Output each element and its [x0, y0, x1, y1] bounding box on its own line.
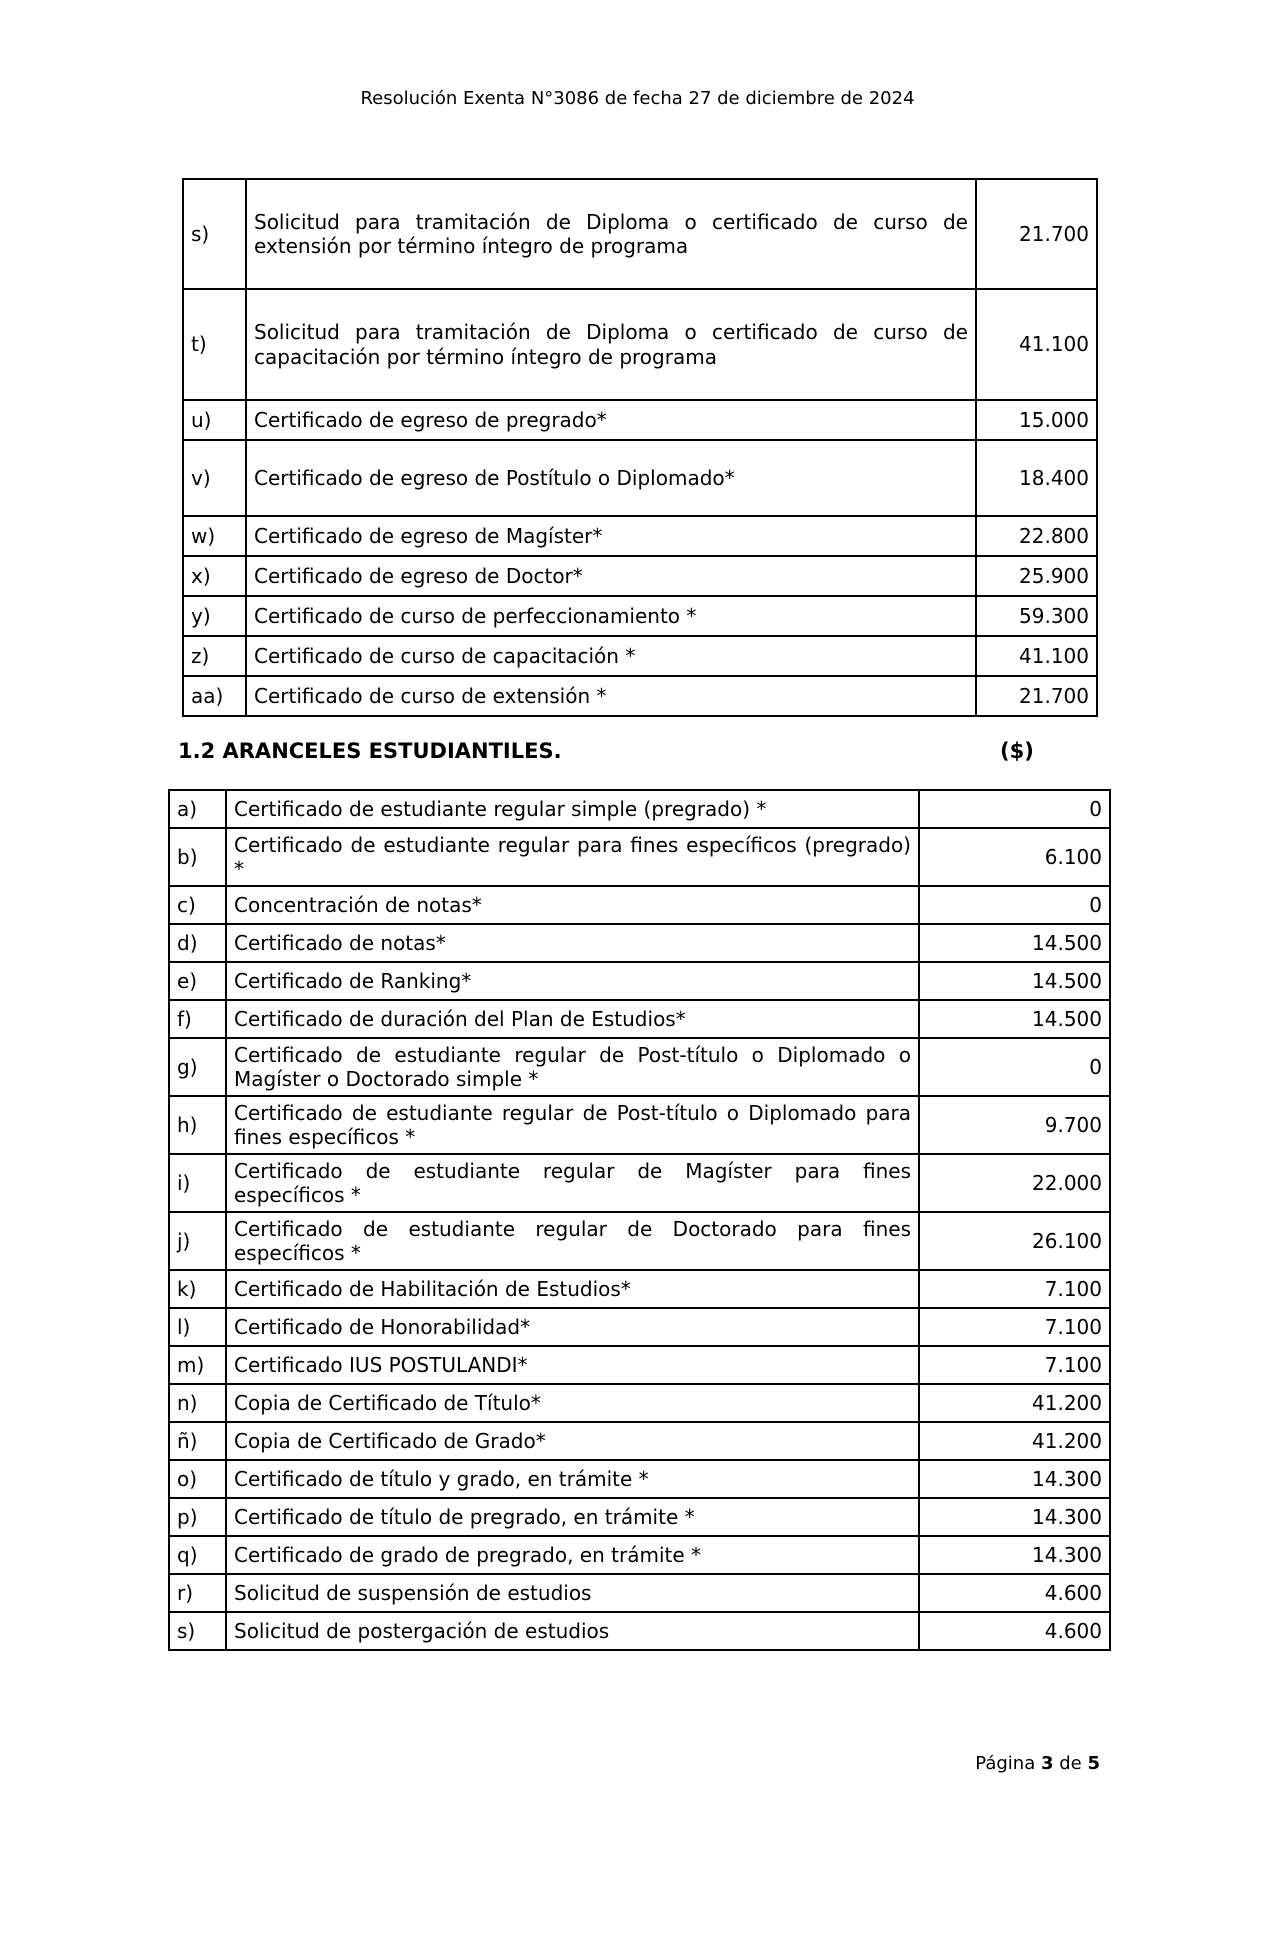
table-row	[169, 1460, 1110, 1498]
row-letter: e)	[169, 962, 226, 1000]
section-title: 1.2 ARANCELES ESTUDIANTILES.	[178, 739, 562, 763]
row-description: Certificado de título y grado, en trámite *	[226, 1460, 919, 1498]
row-amount: 7.100	[919, 1308, 1110, 1346]
table-row	[169, 962, 1110, 1000]
row-description: Certificado de Honorabilidad*	[226, 1308, 919, 1346]
row-description: Copia de Certificado de Título*	[226, 1384, 919, 1422]
row-amount: 14.500	[919, 1000, 1110, 1038]
table-row	[169, 1000, 1110, 1038]
table-row	[169, 1612, 1110, 1650]
page-footer	[975, 1753, 1100, 1774]
row-letter: p)	[169, 1498, 226, 1536]
row-description: Certificado de grado de pregrado, en trámite *	[226, 1536, 919, 1574]
table-row	[183, 596, 1097, 636]
row-description: Certificado de título de pregrado, en trámite *	[226, 1498, 919, 1536]
row-amount: 9.700	[919, 1096, 1110, 1154]
table-row	[169, 1212, 1110, 1270]
row-description: Certificado de estudiante regular de Post-título o Diplomado para fines específicos *	[226, 1096, 919, 1154]
row-amount: 4.600	[919, 1574, 1110, 1612]
row-letter: d)	[169, 924, 226, 962]
table-row	[169, 1536, 1110, 1574]
table-row	[169, 828, 1110, 886]
row-letter: c)	[169, 886, 226, 924]
row-description: Certificado de Ranking*	[226, 962, 919, 1000]
row-description: Certificado de egreso de pregrado*	[246, 400, 976, 440]
row-letter: i)	[169, 1154, 226, 1212]
table-row	[169, 1038, 1110, 1096]
row-amount: 25.900	[976, 556, 1097, 596]
row-letter: l)	[169, 1308, 226, 1346]
row-description: Certificado de egreso de Postítulo o Diplomado*	[246, 440, 976, 516]
row-amount: 41.200	[919, 1422, 1110, 1460]
row-amount: 0	[919, 886, 1110, 924]
row-letter: o)	[169, 1460, 226, 1498]
row-amount: 14.300	[919, 1536, 1110, 1574]
row-description: Certificado de egreso de Doctor*	[246, 556, 976, 596]
row-description: Solicitud de postergación de estudios	[226, 1612, 919, 1650]
row-letter: w)	[183, 516, 246, 556]
row-amount: 41.100	[976, 636, 1097, 676]
row-letter: y)	[183, 596, 246, 636]
table-row	[169, 1096, 1110, 1154]
row-letter: s)	[169, 1612, 226, 1650]
row-amount: 22.800	[976, 516, 1097, 556]
row-amount: 41.200	[919, 1384, 1110, 1422]
row-letter: g)	[169, 1038, 226, 1096]
row-amount: 6.100	[919, 828, 1110, 886]
row-amount: 15.000	[976, 400, 1097, 440]
table-row	[183, 556, 1097, 596]
row-description: Certificado de estudiante regular de Magíster para fines específicos *	[226, 1154, 919, 1212]
table-row	[169, 1384, 1110, 1422]
row-description: Certificado de curso de perfeccionamiento *	[246, 596, 976, 636]
table-row	[183, 636, 1097, 676]
row-description: Certificado de duración del Plan de Estudios*	[226, 1000, 919, 1038]
page-label: Página	[975, 1753, 1036, 1774]
row-letter: v)	[183, 440, 246, 516]
row-description: Certificado de curso de capacitación *	[246, 636, 976, 676]
row-letter: f)	[169, 1000, 226, 1038]
row-description: Certificado de estudiante regular de Post-título o Diplomado o Magíster o Doctorado simple *	[226, 1038, 919, 1096]
row-amount: 7.100	[919, 1346, 1110, 1384]
table-row	[169, 1498, 1110, 1536]
row-description: Certificado IUS POSTULANDI*	[226, 1346, 919, 1384]
table-row	[169, 1574, 1110, 1612]
row-letter: ñ)	[169, 1422, 226, 1460]
fees-table-1	[182, 178, 1098, 717]
row-description: Certificado de estudiante regular para fines específicos (pregrado) *	[226, 828, 919, 886]
row-amount: 21.700	[976, 676, 1097, 716]
row-letter: u)	[183, 400, 246, 440]
row-description: Certificado de Habilitación de Estudios*	[226, 1270, 919, 1308]
row-description: Certificado de estudiante regular de Doctorado para fines específicos *	[226, 1212, 919, 1270]
row-amount: 7.100	[919, 1270, 1110, 1308]
row-description: Certificado de egreso de Magíster*	[246, 516, 976, 556]
table-row	[183, 289, 1097, 400]
row-letter: n)	[169, 1384, 226, 1422]
row-amount: 18.400	[976, 440, 1097, 516]
document-header: Resolución Exenta N°3086 de fecha 27 de diciembre de 2024	[360, 88, 915, 109]
row-amount: 21.700	[976, 179, 1097, 289]
row-description: Solicitud para tramitación de Diploma o certificado de curso de capacitación por término íntegro de programa	[246, 289, 976, 400]
row-letter: h)	[169, 1096, 226, 1154]
row-amount: 14.500	[919, 924, 1110, 962]
table-row	[183, 179, 1097, 289]
row-letter: q)	[169, 1536, 226, 1574]
row-letter: b)	[169, 828, 226, 886]
table-row	[169, 1308, 1110, 1346]
table-row	[169, 790, 1110, 828]
row-letter: j)	[169, 1212, 226, 1270]
row-amount: 26.100	[919, 1212, 1110, 1270]
table-row	[183, 516, 1097, 556]
page-total: 5	[1087, 1753, 1100, 1774]
row-amount: 4.600	[919, 1612, 1110, 1650]
table-row	[169, 1346, 1110, 1384]
table-row	[169, 924, 1110, 962]
row-amount: 0	[919, 790, 1110, 828]
table-row	[169, 886, 1110, 924]
row-amount: 41.100	[976, 289, 1097, 400]
fees-table-2	[168, 789, 1111, 1651]
row-letter: z)	[183, 636, 246, 676]
row-letter: k)	[169, 1270, 226, 1308]
row-amount: 0	[919, 1038, 1110, 1096]
table-row	[169, 1154, 1110, 1212]
row-description: Solicitud para tramitación de Diploma o certificado de curso de extensión por término íntegro de programa	[246, 179, 976, 289]
row-letter: s)	[183, 179, 246, 289]
row-amount: 22.000	[919, 1154, 1110, 1212]
of-label: de	[1059, 1753, 1082, 1774]
row-amount: 14.500	[919, 962, 1110, 1000]
table-row	[169, 1270, 1110, 1308]
row-description: Solicitud de suspensión de estudios	[226, 1574, 919, 1612]
row-description: Concentración de notas*	[226, 886, 919, 924]
row-letter: x)	[183, 556, 246, 596]
row-letter: m)	[169, 1346, 226, 1384]
row-amount: 14.300	[919, 1460, 1110, 1498]
table-row	[183, 400, 1097, 440]
row-description: Certificado de curso de extensión *	[246, 676, 976, 716]
table-row	[183, 676, 1097, 716]
row-description: Certificado de notas*	[226, 924, 919, 962]
row-letter: aa)	[183, 676, 246, 716]
row-letter: a)	[169, 790, 226, 828]
table-row	[183, 440, 1097, 516]
row-amount: 59.300	[976, 596, 1097, 636]
table-row	[169, 1422, 1110, 1460]
section-unit: ($)	[1000, 739, 1034, 763]
row-letter: t)	[183, 289, 246, 400]
page-number: 3	[1040, 1753, 1054, 1774]
row-amount: 14.300	[919, 1498, 1110, 1536]
row-description: Copia de Certificado de Grado*	[226, 1422, 919, 1460]
row-letter: r)	[169, 1574, 226, 1612]
row-description: Certificado de estudiante regular simple (pregrado) *	[226, 790, 919, 828]
